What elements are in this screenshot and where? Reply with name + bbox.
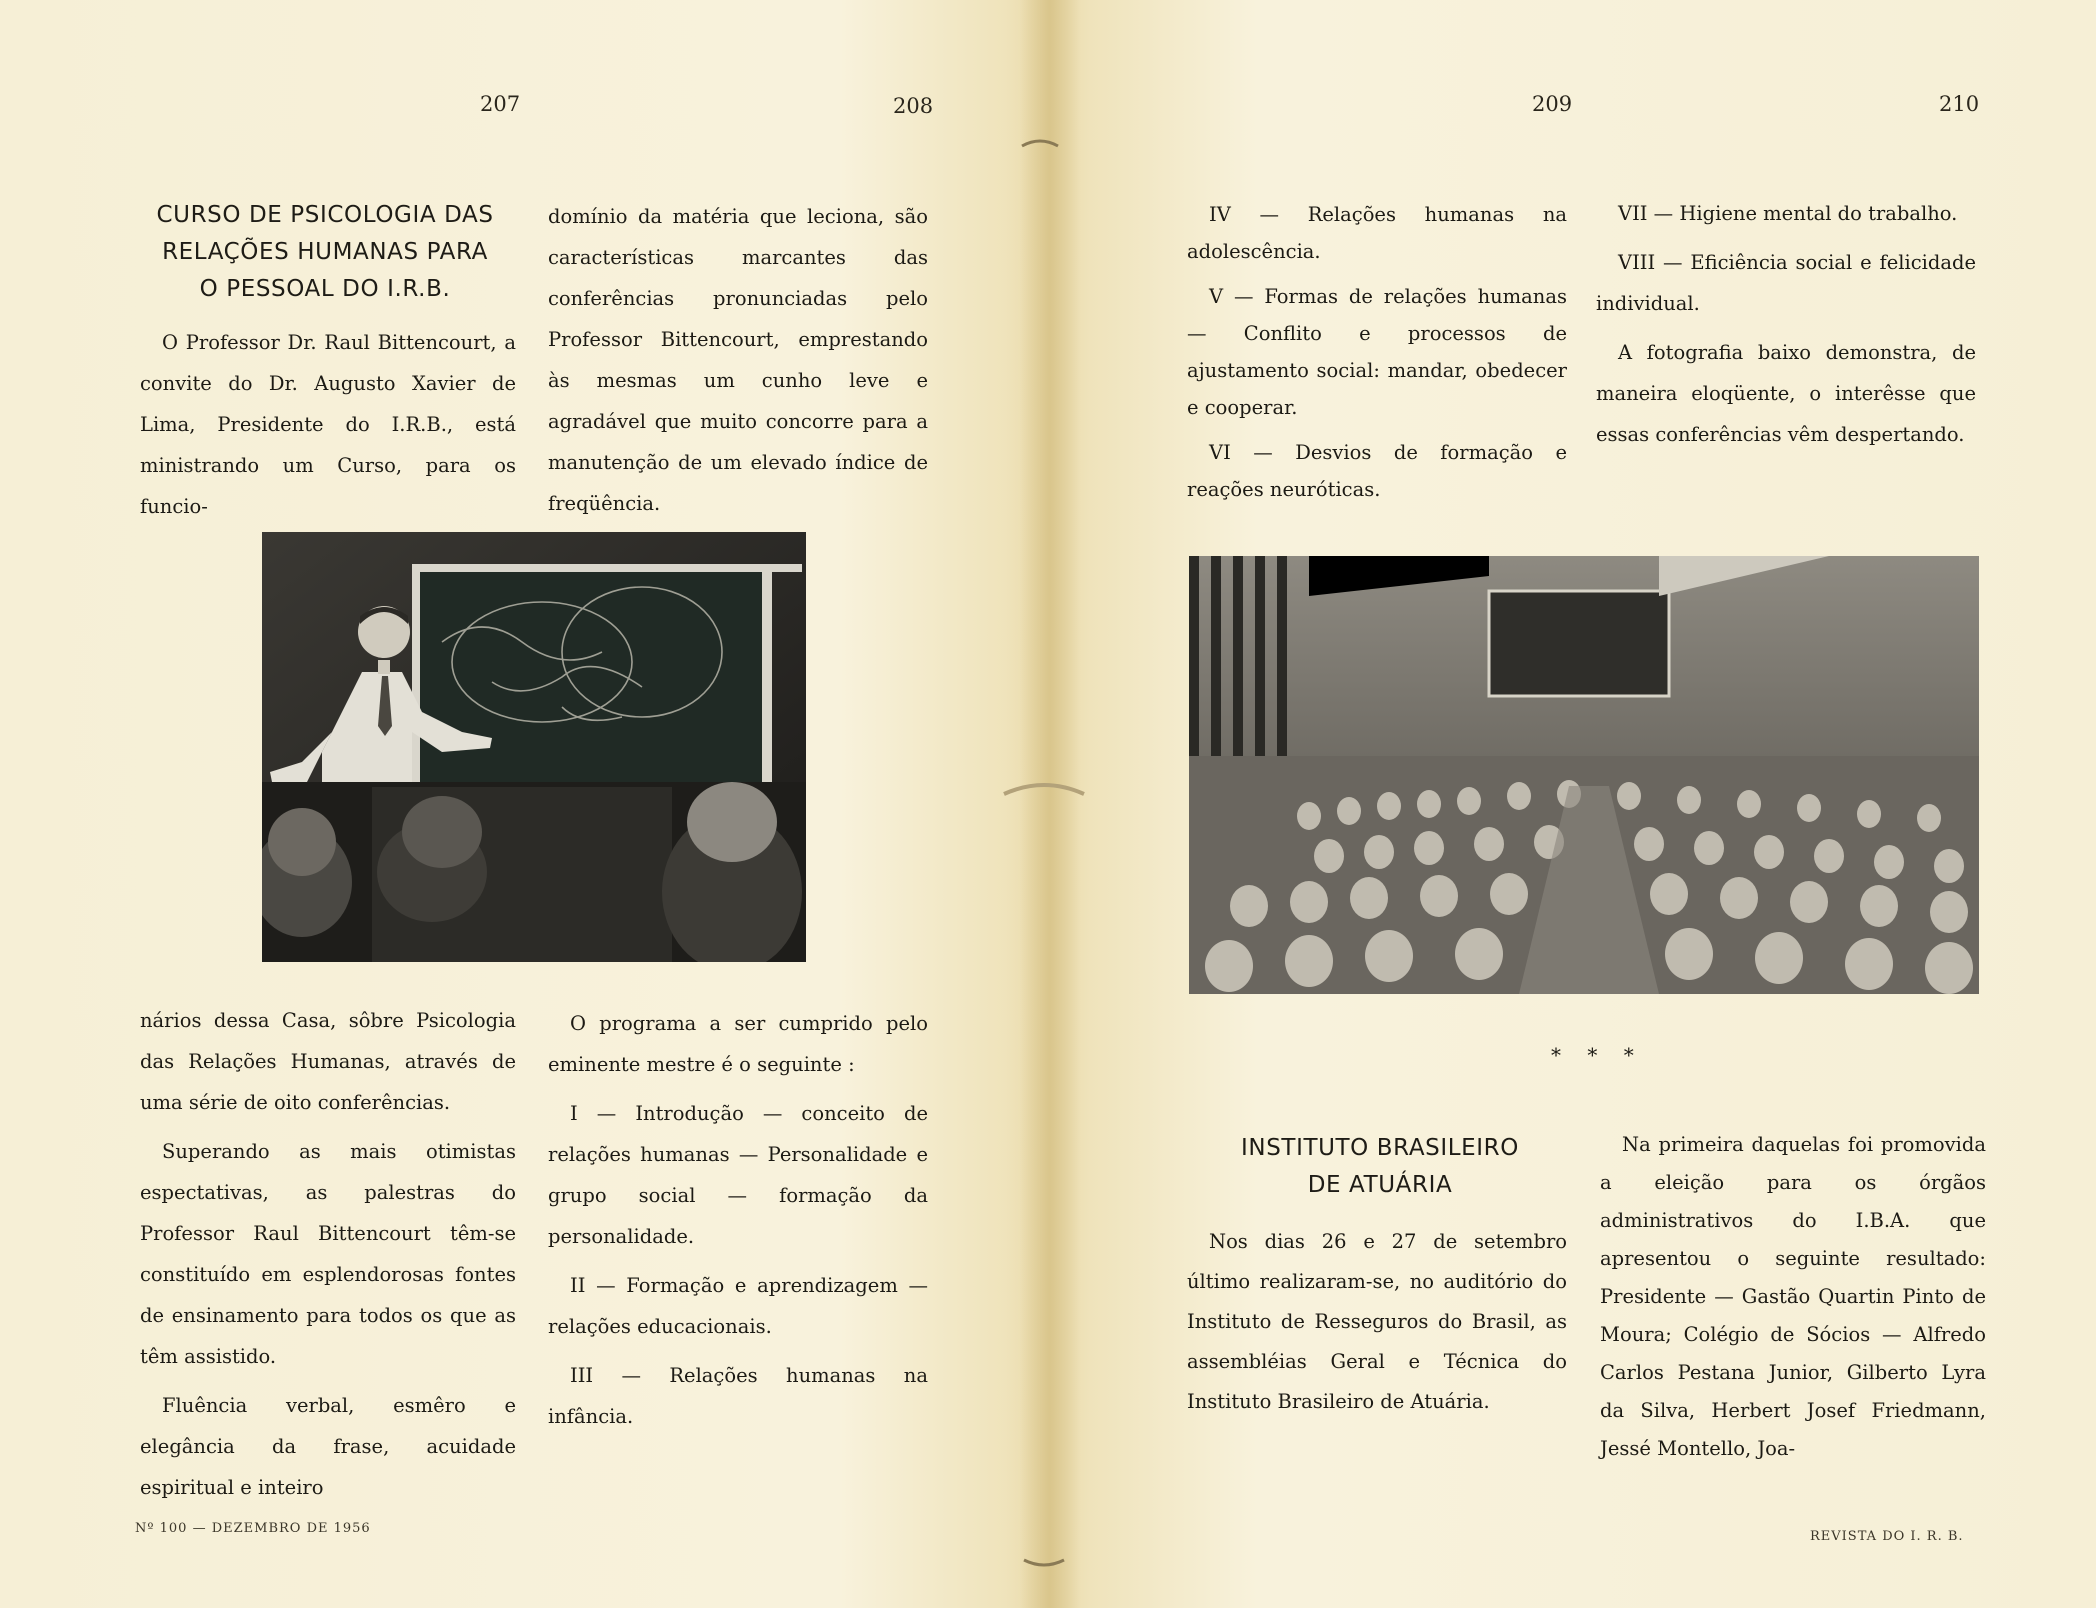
column-1-top bbox=[140, 322, 516, 535]
paragraph: domínio da matéria que leciona, são características marcantes das conferências pronunciadas pelo Professor Bittencourt, emprestando às mesmas um cunho leve e agradável que muito concorre para a manutenção de um elevado índice de freqüência. bbox=[548, 205, 928, 515]
column-4-bottom bbox=[1600, 1126, 1986, 1476]
title-line: DE ATUÁRIA bbox=[1307, 1172, 1453, 1198]
title-line: O PESSOAL DO I.R.B. bbox=[199, 276, 451, 302]
column-2-top bbox=[548, 196, 928, 532]
page-number-208: 208 bbox=[893, 94, 934, 118]
column-1-bottom bbox=[140, 1000, 516, 1516]
program-item-7: VII — Higiene mental do trabalho. bbox=[1618, 202, 1958, 225]
paragraph: O Professor Dr. Raul Bittencourt, a convite do Dr. Augusto Xavier de Lima, Presidente do I.R.B., está ministrando um Curso, para os funcio- bbox=[140, 331, 516, 518]
page-number-207: 207 bbox=[480, 92, 521, 116]
program-item-4: IV — Relações humanas na adolescência. bbox=[1187, 203, 1567, 263]
column-3-bottom bbox=[1187, 1222, 1567, 1430]
paragraph: nários dessa Casa, sôbre Psicologia das Relações Humanas, através de uma série de oito conferências. bbox=[140, 1009, 516, 1114]
paragraph: Superando as mais otimistas espectativas, as palestras do Professor Raul Bittencourt têm-se constituído em esplendorosas fontes de ensinamento para todos os que as têm assistido. bbox=[140, 1140, 516, 1368]
paragraph: Na primeira daquelas foi promovida a eleição para os órgãos administrativos do I.B.A. que apresentou o seguinte resultado: Presidente — Gastão Quartin Pinto de Moura; Colégio de Sócios — Alfredo Carlos Pestana Junior, Gilberto Lyra da Silva, Herbert Josef Friedmann, Jessé Montello, Joa- bbox=[1600, 1133, 1986, 1460]
column-2-bottom bbox=[548, 1003, 928, 1445]
program-item-6: VI — Desvios de formação e reações neuróticas. bbox=[1187, 441, 1567, 501]
staple-mark bbox=[1018, 132, 1062, 156]
staple-mark bbox=[1020, 1548, 1070, 1572]
staple-mark bbox=[1000, 778, 1090, 808]
column-4-top bbox=[1596, 193, 1976, 463]
footer-issue: Nº 100 — DEZEMBRO DE 1956 bbox=[135, 1521, 371, 1536]
article-title-atuaria bbox=[1190, 1130, 1570, 1204]
photo-lecturer-blackboard bbox=[262, 532, 806, 962]
program-item-8: VIII — Eficiência social e felicidade individual. bbox=[1596, 251, 1976, 315]
program-item-5: V — Formas de relações humanas — Conflito e processos de ajustamento social: mandar, obedecer e cooperar. bbox=[1187, 285, 1567, 419]
page-number-209: 209 bbox=[1532, 92, 1573, 116]
program-item-3: III — Relações humanas na infância. bbox=[548, 1364, 928, 1428]
photo-auditorium-audience bbox=[1189, 556, 1979, 994]
program-item-2: II — Formação e aprendizagem — relações educacionais. bbox=[548, 1274, 928, 1338]
title-line: INSTITUTO BRASILEIRO bbox=[1241, 1135, 1519, 1161]
paragraph: Fluência verbal, esmêro e elegância da frase, acuidade espiritual e inteiro bbox=[140, 1394, 516, 1499]
paragraph: Nos dias 26 e 27 de setembro último realizaram-se, no auditório do Instituto de Resseguros do Brasil, as assembléias Geral e Técnica do Instituto Brasileiro de Atuária. bbox=[1187, 1230, 1567, 1413]
program-item-1: I — Introdução — conceito de relações humanas — Personalidade e grupo social — formação da personalidade. bbox=[548, 1102, 928, 1248]
column-3-top bbox=[1187, 196, 1567, 516]
paragraph: A fotografia baixo demonstra, de maneira eloqüente, o interêsse que essas conferências vêm despertando. bbox=[1596, 341, 1976, 446]
footer-magazine: REVISTA DO I. R. B. bbox=[1810, 1529, 1964, 1544]
paragraph: O programa a ser cumprido pelo eminente mestre é o seguinte : bbox=[548, 1012, 928, 1076]
page-number-210: 210 bbox=[1939, 92, 1980, 116]
article-title-psicologia bbox=[130, 197, 520, 308]
section-separator: * * * bbox=[1551, 1043, 1644, 1067]
title-line: RELAÇÕES HUMANAS PARA bbox=[162, 239, 488, 265]
title-line: CURSO DE PSICOLOGIA DAS bbox=[156, 202, 494, 228]
